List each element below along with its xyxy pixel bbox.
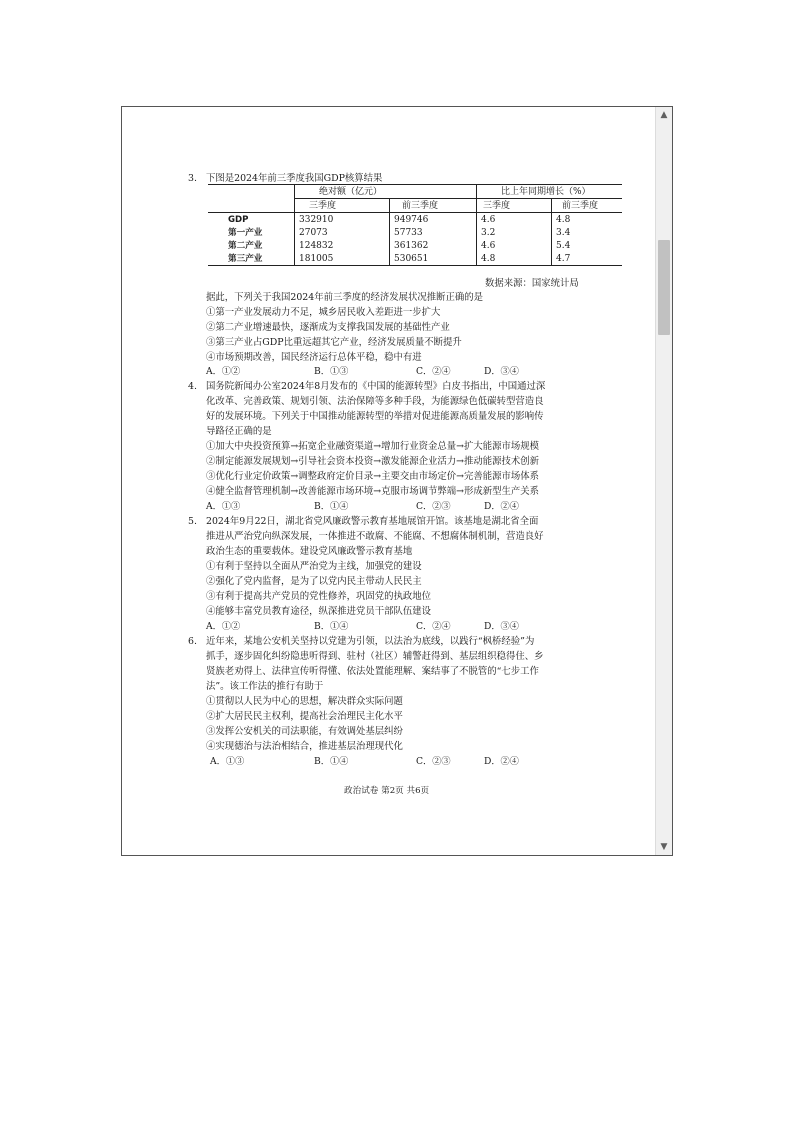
question-3-number: 3. — [188, 173, 197, 184]
option-d: D．②④ — [484, 756, 519, 767]
option-d: D．②④ — [484, 501, 519, 512]
option-a: A．①③ — [206, 501, 241, 512]
option-a: A．①③ — [210, 756, 245, 767]
page-footer: 政治试卷 第2页 共6页 — [344, 786, 430, 796]
question-5-line: 政治生态的重要载体。建设党风廉政警示教育基地 — [206, 546, 413, 557]
question-4-line: 导路径正确的是 — [206, 426, 272, 437]
table-row: GDP 332910 949746 4.6 4.8 — [208, 213, 622, 227]
option-c: C．②③ — [416, 501, 451, 512]
question-5-line: 推进从严治党向纵深发展，一体推进不敢腐、不能腐、不想腐体制机制，营造良好 — [206, 531, 544, 542]
option-b: B．①④ — [314, 501, 349, 512]
question-4-statement: ④健全监督管理机制→改善能源市场环境→克服市场调节弊端→形成新型生产关系 — [206, 486, 539, 497]
question-6-line: 法”。该工作法的推行有助于 — [206, 681, 324, 692]
option-b: B．①④ — [314, 756, 349, 767]
question-4-number: 4. — [188, 381, 197, 392]
question-3-statement: ②第二产业增速最快，逐渐成为支撑我国发展的基础性产业 — [206, 322, 450, 333]
question-6-line: 贤族老劝得上、法律宣传听得懂、依法处置能理解、案结事了不脱管的“七步工作 — [206, 666, 539, 677]
option-a: A．①② — [206, 621, 241, 632]
table-row: 第三产业 181005 530651 4.8 4.7 — [208, 252, 622, 266]
question-3-statement: ④市场预期改善，国民经济运行总体平稳，稳中有进 — [206, 352, 422, 363]
question-5-statement: ②强化了党内监督，是为了以党内民主带动人民民主 — [206, 576, 422, 587]
question-4-line: 好的发展环境。下列关于中国推动能源转型的举措对促进能源高质量发展的影响传 — [206, 411, 544, 422]
header-growth: 比上年同期增长（%） — [477, 185, 623, 199]
question-6-statement: ③发挥公安机关的司法职能，有效调处基层纠纷 — [206, 726, 403, 737]
question-6-number: 6. — [188, 636, 197, 647]
question-3-statement: ③第三产业占GDP比重远超其它产业，经济发展质量不断提升 — [206, 337, 462, 348]
question-6-statement: ①贯彻以人民为中心的思想，解决群众实际问题 — [206, 696, 403, 707]
data-source: 数据来源：国家统计局 — [485, 278, 579, 289]
question-3-statement: ①第一产业发展动力不足，城乡居民收入差距进一步扩大 — [206, 307, 441, 318]
scroll-down-arrow-icon[interactable]: ▼ — [660, 842, 668, 852]
question-6-statement: ④实现德治与法治相结合，推进基层治理现代化 — [206, 741, 403, 752]
vertical-scrollbar[interactable] — [655, 107, 672, 855]
scroll-up-arrow-icon[interactable]: ▲ — [660, 110, 668, 120]
question-6-line: 近年来，某地公安机关坚持以党建为引领，以法治为底线，以践行“枫桥经验”为 — [206, 636, 535, 647]
table-row: 第二产业 124832 361362 4.6 5.4 — [208, 239, 622, 252]
document-viewer[interactable] — [121, 106, 673, 856]
option-a: A．①② — [206, 366, 241, 377]
subheader-q3-abs: 三季度 — [295, 199, 390, 213]
question-6-statement: ②扩大居民民主权利，提高社会治理民主化水平 — [206, 711, 403, 722]
question-4-line: 国务院新闻办公室2024年8月发布的《中国的能源转型》白皮书指出，中国通过深 — [206, 381, 546, 392]
question-5-line: 2024年9月22日，湖北省党风廉政警示教育基地展馆开馆。该基地是湖北省全面 — [206, 516, 539, 527]
question-4-line: 化改革、完善政策、规划引领、法治保障等多种手段，为能源绿色低碳转型营造良 — [206, 396, 544, 407]
subheader-ytd-abs: 前三季度 — [390, 199, 477, 213]
question-4-statement: ①加大中央投资预算→拓宽企业融资渠道→增加行业资金总量→扩大能源市场规模 — [206, 441, 539, 452]
subheader-ytd-growth: 前三季度 — [552, 199, 623, 213]
exam-page — [122, 107, 657, 855]
question-3-stem: 下图是2024年前三季度我国GDP核算结果 — [206, 173, 383, 184]
question-6-line: 抓手，逐步固化纠纷隐患听得到、驻村（社区）辅警赶得到、基层组织稳得住、乡 — [206, 651, 544, 662]
question-5-statement: ①有利于坚持以全面从严治党为主线，加强党的建设 — [206, 561, 422, 572]
question-5-number: 5. — [188, 516, 197, 527]
option-c: C．②④ — [416, 621, 451, 632]
gdp-table — [208, 184, 622, 266]
question-5-statement: ③有利于提高共产党员的党性修养，巩固党的执政地位 — [206, 591, 432, 602]
question-3-line: 据此，下列关于我国2024年前三季度的经济发展状况推断正确的是 — [206, 292, 483, 303]
option-b: B．①④ — [314, 621, 349, 632]
question-4-statement: ②制定能源发展规划→引导社会资本投资→激发能源企业活力→推动能源技术创新 — [206, 456, 539, 467]
header-absolute: 绝对额（亿元） — [295, 185, 477, 199]
option-c: C．②③ — [416, 756, 451, 767]
table-row: 第一产业 27073 57733 3.2 3.4 — [208, 226, 622, 239]
scrollbar-thumb[interactable] — [658, 240, 670, 335]
option-b: B．①③ — [314, 366, 349, 377]
option-d: D．③④ — [484, 366, 519, 377]
question-5-statement: ④能够丰富党员教育途径，纵深推进党员干部队伍建设 — [206, 606, 432, 617]
option-d: D．③④ — [484, 621, 519, 632]
question-4-statement: ③优化行业定价政策→调整政府定价目录→主要交由市场定价→完善能源市场体系 — [206, 471, 539, 482]
option-c: C．②④ — [416, 366, 451, 377]
subheader-q3-growth: 三季度 — [477, 199, 552, 213]
